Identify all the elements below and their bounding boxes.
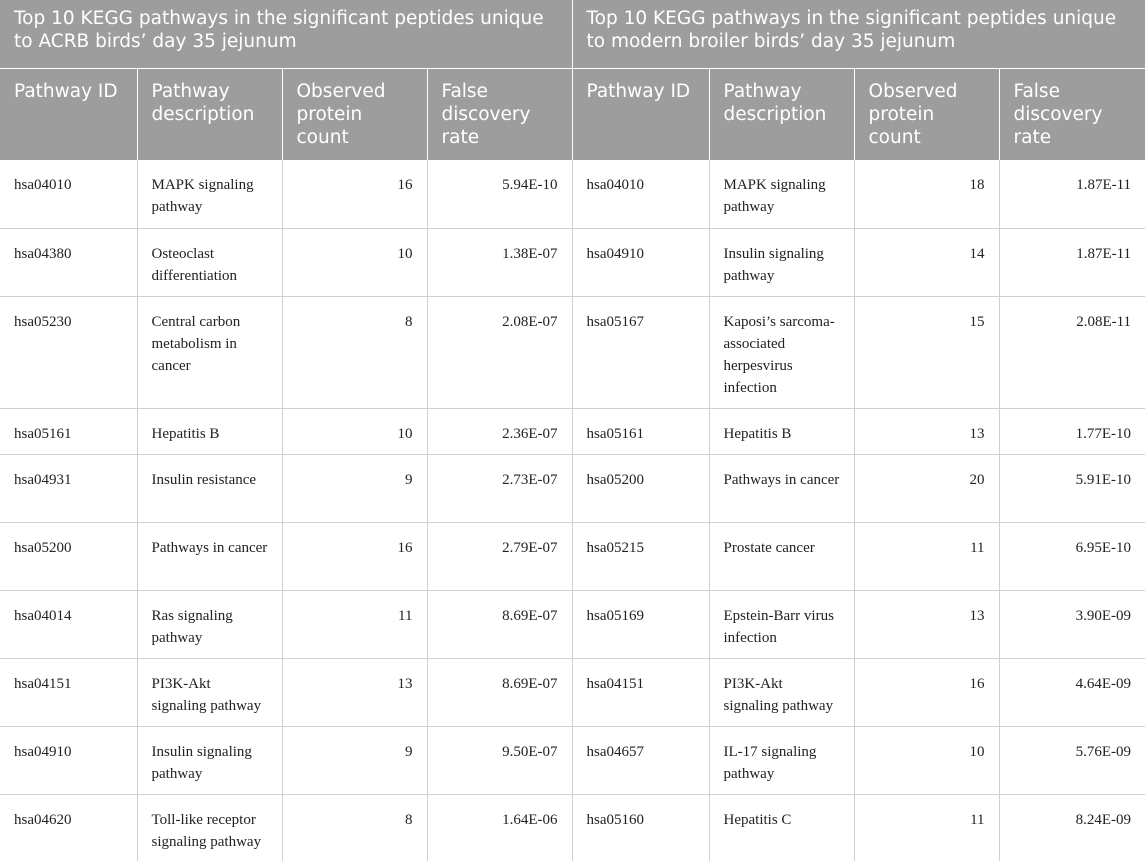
column-header-pathway-description: Pathway description (709, 68, 854, 160)
modern-fdr: 6.95E-10 (999, 522, 1145, 590)
acrb-pathway-description: Insulin resistance (137, 454, 282, 522)
modern-pathway-description: Prostate cancer (709, 522, 854, 590)
modern-fdr: 1.77E-10 (999, 408, 1145, 454)
modern-pathway-id: hsa04010 (572, 160, 709, 228)
modern-pathway-id: hsa04657 (572, 726, 709, 794)
modern-pathway-id: hsa05215 (572, 522, 709, 590)
modern-pathway-id: hsa05169 (572, 590, 709, 658)
acrb-protein-count: 9 (282, 454, 427, 522)
acrb-protein-count: 9 (282, 726, 427, 794)
acrb-fdr: 2.73E-07 (427, 454, 572, 522)
modern-protein-count: 13 (854, 408, 999, 454)
modern-pathway-description: IL-17 signaling pathway (709, 726, 854, 794)
modern-protein-count: 16 (854, 658, 999, 726)
acrb-fdr: 5.94E-10 (427, 160, 572, 228)
modern-fdr: 4.64E-09 (999, 658, 1145, 726)
column-header-pathway-description: Pathway description (137, 68, 282, 160)
table-row (0, 296, 1145, 408)
acrb-protein-count: 16 (282, 160, 427, 228)
acrb-pathway-id: hsa04014 (0, 590, 137, 658)
table-row (0, 408, 1145, 454)
acrb-fdr: 8.69E-07 (427, 590, 572, 658)
modern-protein-count: 20 (854, 454, 999, 522)
acrb-fdr: 9.50E-07 (427, 726, 572, 794)
modern-pathway-id: hsa05167 (572, 296, 709, 408)
modern-pathway-id: hsa05200 (572, 454, 709, 522)
acrb-pathway-id: hsa04010 (0, 160, 137, 228)
modern-fdr: 5.76E-09 (999, 726, 1145, 794)
acrb-fdr: 2.36E-07 (427, 408, 572, 454)
modern-protein-count: 13 (854, 590, 999, 658)
column-header-observed-protein-count: Observed protein count (282, 68, 427, 160)
modern-fdr: 1.87E-11 (999, 228, 1145, 296)
modern-pathway-description: Epstein-Barr virus infection (709, 590, 854, 658)
acrb-pathway-description: Central carbon metabolism in cancer (137, 296, 282, 408)
table-row (0, 454, 1145, 522)
modern-protein-count: 11 (854, 522, 999, 590)
modern-protein-count: 11 (854, 794, 999, 861)
modern-pathway-description: MAPK signaling pathway (709, 160, 854, 228)
acrb-pathway-description: Ras signaling pathway (137, 590, 282, 658)
modern-protein-count: 10 (854, 726, 999, 794)
modern-fdr: 3.90E-09 (999, 590, 1145, 658)
acrb-fdr: 8.69E-07 (427, 658, 572, 726)
acrb-pathway-description: Insulin signaling pathway (137, 726, 282, 794)
acrb-protein-count: 10 (282, 408, 427, 454)
acrb-pathway-description: Osteoclast differentiation (137, 228, 282, 296)
modern-pathway-id: hsa04910 (572, 228, 709, 296)
acrb-protein-count: 10 (282, 228, 427, 296)
acrb-pathway-id: hsa04931 (0, 454, 137, 522)
column-header-false-discovery-rate: False discovery rate (999, 68, 1145, 160)
modern-fdr: 8.24E-09 (1075, 811, 1132, 828)
table-row (0, 228, 1145, 296)
acrb-protein-count: 13 (282, 658, 427, 726)
acrb-pathway-description: MAPK signaling pathway (137, 160, 282, 228)
acrb-protein-count: 16 (282, 522, 427, 590)
column-header-observed-protein-count: Observed protein count (854, 68, 999, 160)
column-header-pathway-id: Pathway ID (0, 68, 137, 160)
table-row (0, 160, 1145, 228)
modern-pathway-id: hsa05161 (572, 408, 709, 454)
acrb-pathway-description: PI3K-Akt signaling pathway (137, 658, 282, 726)
table-row (0, 726, 1145, 794)
acrb-pathway-id: hsa04620 (0, 794, 137, 861)
modern-protein-count: 14 (854, 228, 999, 296)
column-header-pathway-id: Pathway ID (572, 68, 709, 160)
acrb-fdr: 2.79E-07 (427, 522, 572, 590)
table-row (0, 658, 1145, 726)
table-row (0, 794, 1145, 861)
table-row (0, 590, 1145, 658)
modern-pathway-description: Pathways in cancer (709, 454, 854, 522)
acrb-pathway-id: hsa04380 (0, 228, 137, 296)
modern-pathway-id: hsa04151 (572, 658, 709, 726)
table-row (0, 522, 1145, 590)
acrb-pathway-description: Pathways in cancer (137, 522, 282, 590)
acrb-pathway-id: hsa04151 (0, 658, 137, 726)
acrb-pathway-description: Hepatitis B (137, 408, 282, 454)
modern-pathway-description: Hepatitis B (709, 408, 854, 454)
acrb-pathway-description: Toll-like receptor signaling pathway (137, 794, 282, 861)
acrb-fdr: 1.38E-07 (427, 228, 572, 296)
acrb-protein-count: 8 (282, 794, 427, 861)
acrb-fdr: 2.08E-07 (427, 296, 572, 408)
acrb-group-title: Top 10 KEGG pathways in the significant peptides unique to ACRB birds’ day 35 jejunum (0, 0, 572, 68)
acrb-fdr: 1.64E-06 (427, 794, 572, 861)
column-header-false-discovery-rate: False discovery rate (427, 68, 572, 160)
acrb-pathway-id: hsa05230 (0, 296, 137, 408)
acrb-pathway-id: hsa04910 (0, 726, 137, 794)
modern-pathway-description: Insulin signaling pathway (709, 228, 854, 296)
modern-pathway-description: Kaposi’s sarcoma-associated herpesvirus infection (709, 296, 854, 408)
modern-broiler-group-title: Top 10 KEGG pathways in the significant peptides unique to modern broiler birds’ day 35 jejunum (572, 0, 1145, 68)
acrb-protein-count: 11 (282, 590, 427, 658)
modern-protein-count: 18 (854, 160, 999, 228)
modern-pathway-description: PI3K-Akt signaling pathway (709, 658, 854, 726)
acrb-pathway-id: hsa05161 (0, 408, 137, 454)
acrb-pathway-id: hsa05200 (0, 522, 137, 590)
modern-pathway-description: Hepatitis C (709, 794, 854, 861)
modern-pathway-id: hsa05160 (572, 794, 709, 861)
modern-protein-count: 15 (854, 296, 999, 408)
modern-fdr: 5.91E-10 (999, 454, 1145, 522)
modern-fdr: 1.87E-11 (999, 160, 1145, 228)
acrb-protein-count: 8 (282, 296, 427, 408)
modern-fdr: 2.08E-11 (999, 296, 1145, 408)
